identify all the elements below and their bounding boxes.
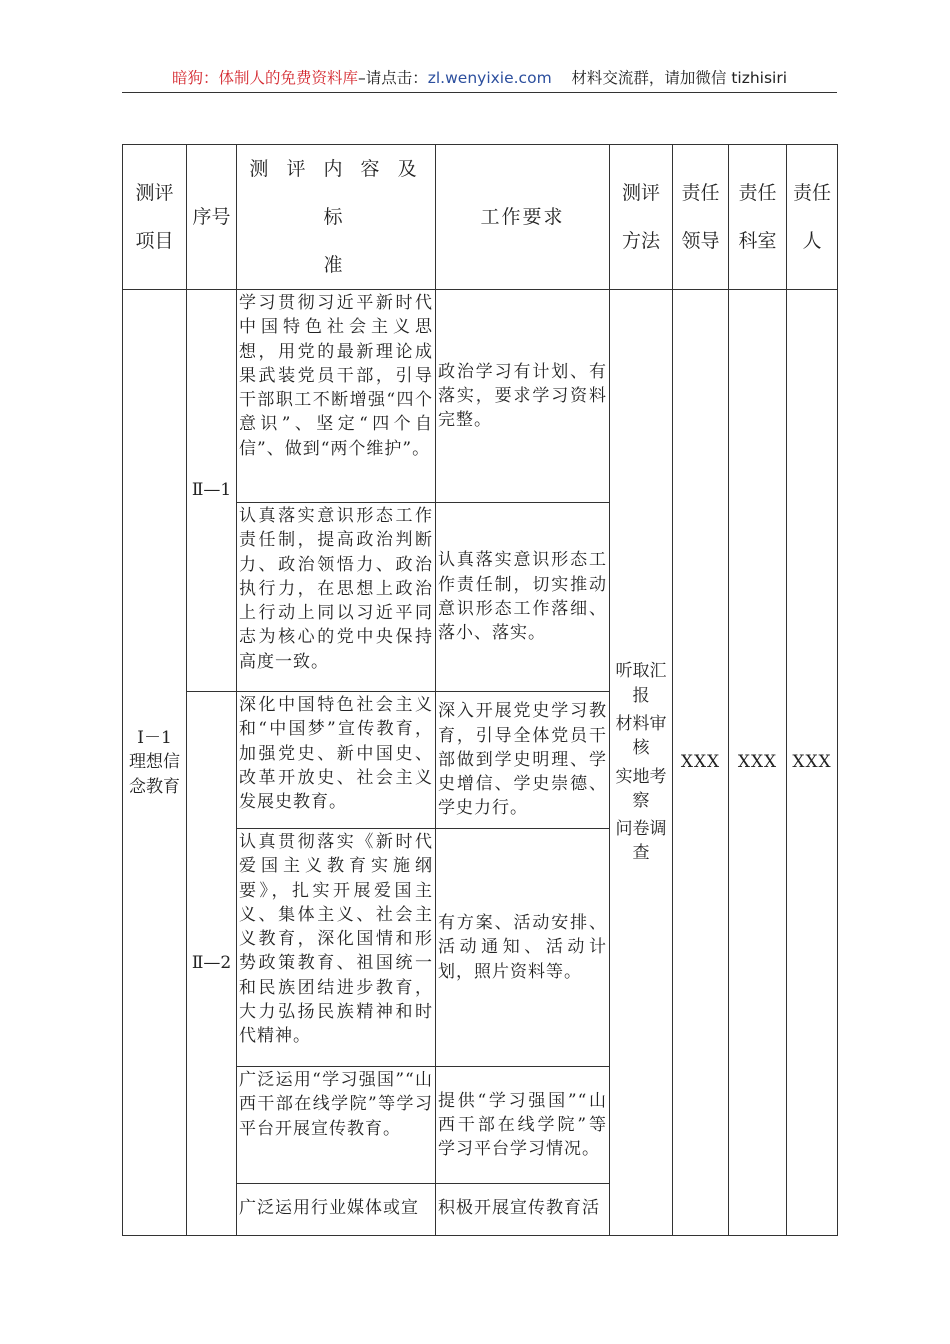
header-click-prompt: –请点击： [357, 69, 428, 87]
col-header-content: 测 评 内 容 及 标 准 [237, 145, 436, 290]
content-cell: 认真落实意识形态工作责任制，提高政治判断力、政治领悟力、政治执行力，在思想上政治上行动上同以习近平同志为核心的党中央保持高度一致。 [237, 503, 436, 692]
col-header-item: 测评 项目 [123, 145, 187, 290]
header-url-link[interactable]: zl.wenyixie.com [427, 69, 552, 87]
col-header-requirement: 工作要求 [436, 145, 610, 290]
method-item: 问卷调查 [615, 819, 667, 864]
requirement-cell: 政治学习有计划、有落实，要求学习资料完整。 [436, 290, 610, 503]
content-cell: 认真贯彻落实《新时代爱国主义教育实施纲要》，扎实开展爱国主义、集体主义、社会主义教育，深化国情和形势政策教育、祖国统一和民族团结进步教育，大力弘扬民族精神和时代精神。 [237, 829, 436, 1067]
person-cell: XXX [787, 290, 838, 1236]
requirement-cell: 提供“学习强国”“山西干部在线学院”等学习平台学习情况。 [436, 1067, 610, 1184]
header-site-name: 暗狗：体制人的免费资料库 [171, 69, 358, 87]
project-name-1: 理想信 [129, 752, 180, 773]
content-cell: 学习贯彻习近平新时代中国特色社会主义思想，用党的最新理论成果武装党员干部，引导干部职工不断增强“四个意识”、坚定“四个自信”、做到“两个维护”。 [237, 290, 436, 503]
requirement-cell: 认真落实意识形态工作责任制，切实推动意识形态工作落细、落小、落实。 [436, 503, 610, 692]
content-cell: 广泛运用“学习强国”“山西干部在线学院”等学习平台开展宣传教育。 [237, 1067, 436, 1184]
page-header [122, 66, 837, 93]
col-header-leader: 责任 领导 [673, 145, 729, 290]
table-header-row [123, 145, 838, 290]
table-row [123, 290, 838, 503]
col-header-seq: 序号 [187, 145, 237, 290]
project-code: Ⅰ－1 [137, 728, 172, 749]
method-item: 听取汇报 [615, 661, 667, 706]
requirement-cell: 深入开展党史学习教育，引导全体党员干部做到学史明理、学史增信、学史崇德、学史力行。 [436, 692, 610, 829]
col-header-method: 测评 方法 [610, 145, 673, 290]
project-cell [123, 290, 187, 1236]
seq-cell-2: Ⅱ—2 [187, 692, 237, 1236]
requirement-cell: 积极开展宣传教育活 [436, 1184, 610, 1236]
method-item: 材料审核 [615, 713, 667, 759]
method-cell [610, 290, 673, 1236]
header-wechat-note: 材料交流群，请加微信 tizhisiri [571, 69, 788, 87]
col-header-office: 责任 科室 [729, 145, 787, 290]
evaluation-table [122, 144, 838, 1236]
method-item: 实地考察 [615, 766, 667, 811]
content-cell: 深化中国特色社会主义和“中国梦”宣传教育，加强党史、新中国史、改革开放史、社会主义发展史教育。 [237, 692, 436, 829]
content-cell: 广泛运用行业媒体或宣 [237, 1184, 436, 1236]
office-cell: XXX [729, 290, 787, 1236]
col-header-person: 责任 人 [787, 145, 838, 290]
requirement-cell: 有方案、活动安排、活动通知、活动计划，照片资料等。 [436, 829, 610, 1067]
seq-cell-1: Ⅱ—1 [187, 290, 237, 692]
leader-cell: XXX [673, 290, 729, 1236]
project-name-2: 念教育 [129, 776, 180, 797]
